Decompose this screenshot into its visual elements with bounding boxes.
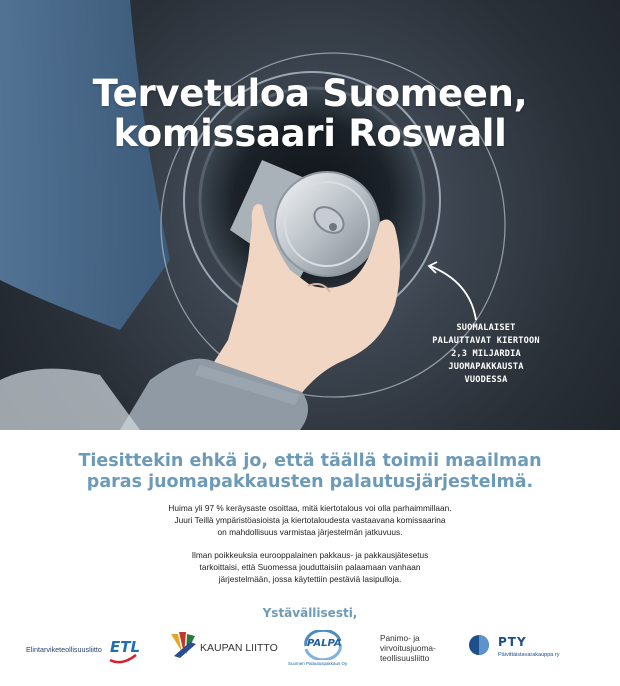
pty-mark: PTY	[498, 635, 527, 649]
palpa-mark: PALPA	[307, 638, 342, 649]
pty-circle-icon	[468, 634, 490, 656]
paragraph-2-line: järjestelmään, jossa käytettiin pestäviä lasipulloja.	[218, 574, 402, 584]
kaupan-liitto-logo	[168, 630, 278, 662]
paragraph-1-line: Juuri Teillä ympäristöasioista ja kiertotaloudesta vastaavana komissaarina	[174, 515, 446, 525]
etl-name: Elintarviketeollisuusliitto	[26, 645, 102, 654]
etl-mark: ETL	[110, 638, 141, 656]
kaupan-liitto-name: KAUPAN LIITTO	[200, 642, 278, 654]
etl-logo	[26, 636, 142, 666]
palpa-subtitle: Suomen Palautuspakkaus Oy	[288, 661, 348, 666]
lead-line-2: paras juomapakkausten palautusjärjestelmä.	[86, 472, 534, 492]
lead-line-1: Tiesittekin ehkä jo, että täällä toimii maailman	[78, 451, 542, 471]
headline-line-2: komissaari Roswall	[113, 112, 507, 155]
paragraph-1-line: Huima yli 97 % keräysaste osoittaa, mitä kiertotalous voi olla parhaimmillaan.	[168, 503, 452, 513]
panimo-line: Panimo- ja	[380, 633, 420, 643]
paragraph-1-line: on mahdollisuus varmistaa järjestelmän jatkuvuus.	[217, 527, 403, 537]
panimo-line: virvoitusjuoma-	[380, 643, 436, 653]
paragraph-2-line: tarkoittaisi, että Suomessa jouduttaisiin palaamaan vanhaan	[199, 562, 421, 572]
kaupan-liitto-emblem-icon	[168, 630, 200, 660]
headline-line-1: Tervetuloa Suomeen,	[92, 72, 528, 115]
panimo-logo	[380, 634, 460, 670]
arrow-icon	[430, 266, 476, 320]
signoff: Ystävällisesti,	[262, 606, 358, 620]
fact-line: VUODESSA	[464, 375, 508, 385]
fact-line: 2,3 MILJARDIA	[451, 349, 521, 359]
etl-swoosh-icon	[108, 652, 138, 666]
pty-logo	[468, 630, 588, 664]
fact-line: JUOMAPAKKAUSTA	[448, 362, 524, 372]
pty-subtitle: Päivittäistavarakauppa ry	[498, 652, 560, 658]
panimo-line: teollisuusliitto	[380, 653, 430, 663]
palpa-logo	[288, 630, 358, 670]
paragraph-2-line: Ilman poikkeuksia eurooppalainen pakkaus- ja pakkausjätesetus	[191, 550, 429, 560]
fact-line: PALAUTTAVAT KIERTOON	[432, 336, 540, 346]
sleeve-blurred	[0, 0, 170, 330]
fact-line: SUOMALAISET	[456, 323, 516, 333]
